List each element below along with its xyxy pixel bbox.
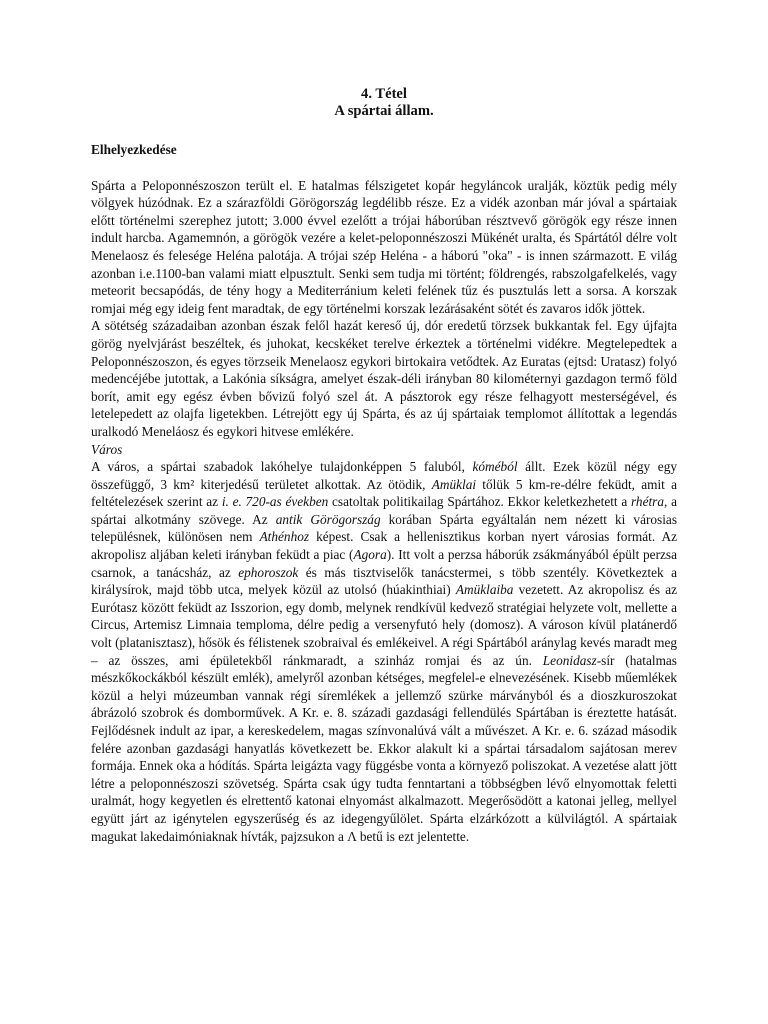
text-run: állt. Ezek közül négy egy összefüggő, 3 km² kiterjedésű területet alkottak. Az ötödik, bbox=[91, 459, 678, 492]
italic-term: rhétra bbox=[631, 494, 665, 510]
text-run: és más tisztviselők tanácstermei, s több szentély. Következtek a királysírok, majd több utca, melyek közül az utolsó (húakinthiai) bbox=[91, 564, 677, 598]
section-label-varos: Város bbox=[91, 441, 123, 457]
italic-term: antik Görögország bbox=[275, 511, 381, 527]
text-run: vezetett. Az akropolisz és az Eurótasz között feküdt az Isszorion, egy domb, melynek rendkívül kedvező stratégiai helyzete volt, mellette a Circus, Artemisz Limnaia temploma, délre pedig a versenyfutó hely (domosz). A városon kívül platánerdő volt (platanisztasz), hősök és félistenek szobraival és emlékeivel. A régi Spártából aránylag kevés maradt meg – az összes, ami épületekből ránkmaradt, a szinház romjai és az ún. bbox=[91, 582, 678, 668]
paragraph-3 bbox=[91, 458, 677, 845]
text-run: képest. Csak a hellenisztikus korban nyert városias formát. Az akropolisz aljában keleti irányban feküdt a piac ( bbox=[91, 529, 677, 563]
text-run: , a spártai alkotmány szövege. Az bbox=[91, 494, 677, 527]
document-title: 4. Tétel bbox=[361, 86, 407, 102]
paragraph-1: Spárta a Peloponnészoszon terült el. E hatalmas félszigetet kopár hegyláncok uralják, köztük pedig mély völgyek húzódnak. Ez a szárazföldi Görögország legdélibb része. Ez a vidék azonban már jóval a spártaiak előtt történelmi szerephez jutott; 3.000 évvel ezelőtt a trójai háborúban résztvevő görögök egy része innen indult harcba. Agamemnón, a görögök vezére a kelet-peloponnészoszi Mükénét uralta, és Spártától délre volt Menelaosz és felesége Heléna palotája. A trójai szép Heléna - a háború "oka" - is innen származott. E világ azonban i.e.1100-ban valami miatt elpusztult. Senki sem tudja mi történt; földrengés, rabszolgafelkelés, vagy meteorit becsapódás, de tény hogy a Mediterránium keleti felének tűz és pusztulás lett a sorsa. A korszak romjai még egy ideig fent maradtak, de egy történelmi korszak lezárásaként sötét és zavaros idők jöttek. bbox=[91, 177, 677, 316]
italic-term: Leonidasz bbox=[542, 652, 597, 668]
document-page bbox=[91, 86, 677, 845]
document-subtitle: A spártai állam. bbox=[334, 103, 434, 119]
italic-term: Agora bbox=[353, 547, 387, 563]
italic-term: ephoroszok bbox=[238, 564, 299, 580]
italic-term: kóméból bbox=[472, 459, 518, 475]
italic-term: i. e. 720-as években bbox=[221, 494, 329, 510]
section-heading: Elhelyezkedése bbox=[91, 142, 177, 157]
text-run: csatoltak politikailag Spártához. Ekkor keletkezhetett a bbox=[328, 494, 631, 510]
text-run: -sír (hatalmas mészkőkockákból készült emlék), amelyről azonban kétséges, megfelel-e elnevezésének. Kisebb műemlékek közül a helyi múzeumban vannak régi síremlékek a jellemző szürke márványból és a dioszkuroszokat ábrázoló szobrok és domborművek. A Kr. e. 8. századi gazdasági fellendülés Spártában is éreztette hatását. Fejlődésnek indult az ipar, a kereskedelem, magas színvonalúvá vált a művészet. A Kr. e. 6. század második felére azonban gazdasági hanyatlás következett be. Ekkor alakult ki a spártai társadalom sajátosan merev formája. Ennek oka a hódítás. Spárta leigázta vagy függésbe vonta a környező poliszokat. A vezetése alatt jött létre a peloponnészoszi szövetség. Spárta csak úgy tudta fenntartani a többségben lévő elnyomottak feletti uralmát, hogy kegyetlen és elrettentő katonai elnyomást alkalmazott. Megerősödött a katonai jelleg, mellyel együtt járt az igénytelen egyszerűség és az idegengyűlölet. Spárta elzárkózott a külvilágtól. A spártaiak magukat lakedaimóniaknak hívták, pajzsukon a Λ betű is ezt jelentette. bbox=[91, 652, 677, 844]
text-run: A város, a spártai szabadok lakóhelye tulajdonképpen 5 faluból, bbox=[91, 459, 473, 475]
paragraph-2: A sötétség századaiban azonban észak felől hazát kereső új, dór eredetű törzsek bukkantak fel. Egy újfajta görög nyelvjárást beszéltek, és juhokat, kecskéket terelve érkeztek a történelmi vidékre. Megtelepedtek a Peloponnészoszon, és egyes törzseik Menelaosz egykori birtokaira vetődtek. Az Euratas (ejtsd: Uratasz) folyó medencéjébe jutottak, a Lakónia síkságra, amelyet észak-déli irányban 80 kilométernyi gazdagon termő föld borít, amit egy egész évben bővizű folyó szel át. A pásztorok egy része felhagyott mesterségével, és letelepedett az olajfa ligetekben. Létrejött egy új Spárta, és az új spártaiak templomot állítottak a legendás uralkodó Meneláosz és egykori hitvese emlékére. bbox=[91, 318, 677, 439]
italic-term: Amüklaiba bbox=[455, 582, 514, 598]
italic-term: Athénhoz bbox=[259, 529, 310, 545]
text-run: tőlük 5 km-re-délre feküdt, amit a feltételezések szerint az bbox=[91, 476, 678, 510]
italic-term: Amüklai bbox=[431, 476, 477, 492]
text-run: korában Spárta egyáltalán nem nézett ki városias településnek, különösen nem bbox=[91, 511, 678, 545]
text-run: ). Itt volt a perzsa háborúk zsákmányából épült perzsa csarnok, a tanácsház, az bbox=[91, 547, 677, 580]
